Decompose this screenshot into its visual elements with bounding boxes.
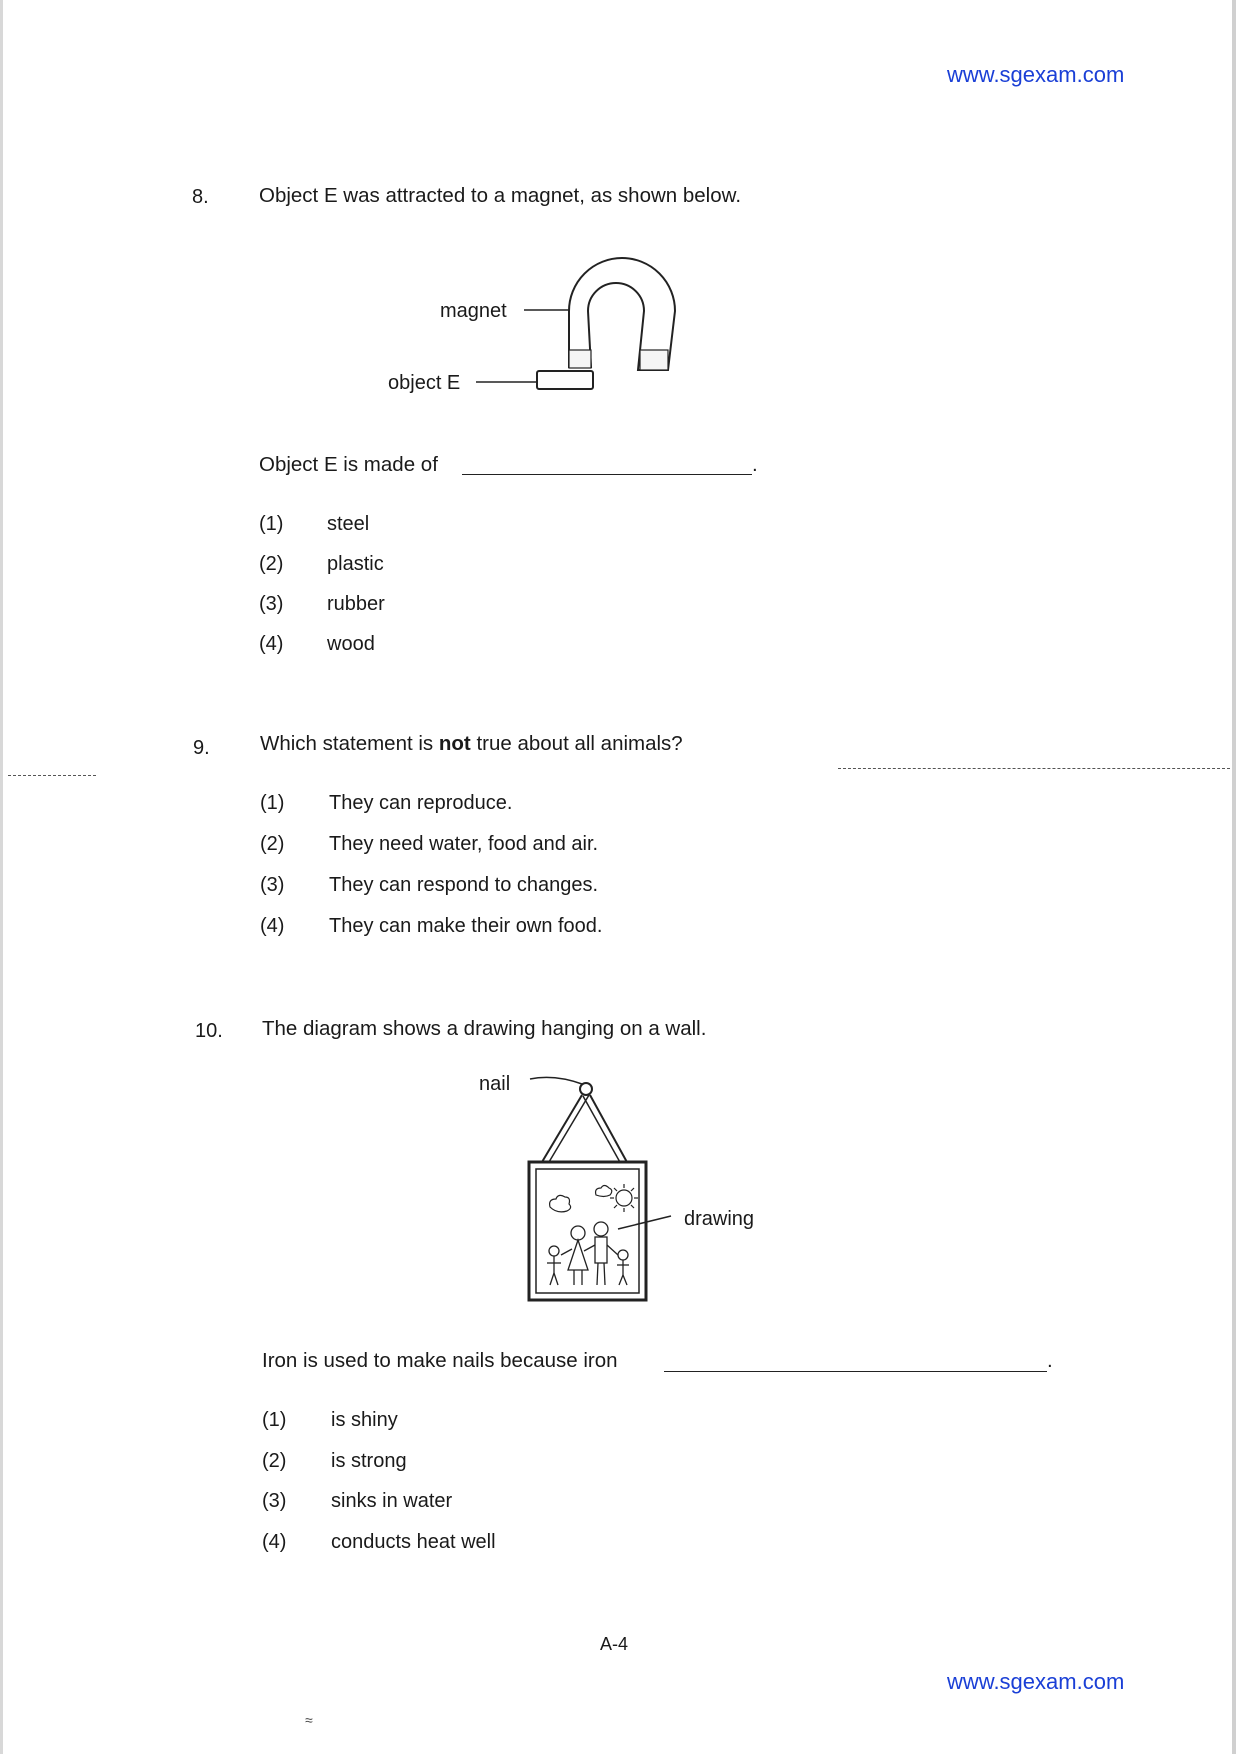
drawing-label: drawing	[684, 1208, 755, 1230]
question-10-stem: Iron is used to make nails because iron	[262, 1349, 618, 1372]
q10-option-4-text: conducts heat well	[331, 1531, 496, 1553]
question-8-number: 8.	[192, 186, 209, 208]
q9-text-before: Which statement is	[260, 732, 439, 755]
q8-option-4-text: wood	[327, 633, 375, 655]
question-9-number: 9.	[193, 737, 210, 759]
magnet-pole-left	[569, 350, 591, 368]
page-left-edge	[0, 0, 3, 1754]
answer-blank-q10	[664, 1371, 1047, 1372]
page-right-edge	[1232, 0, 1236, 1754]
q10-option-2-number: (2)	[262, 1450, 287, 1472]
q9-option-1-number: (1)	[260, 792, 285, 814]
q10-option-4-number: (4)	[262, 1531, 287, 1553]
q10-option-1-text: is shiny	[331, 1409, 398, 1431]
q10-option-2-text: is strong	[331, 1450, 407, 1472]
site-link-top[interactable]: www.sgexam.com	[947, 62, 1125, 87]
question-8-stem: Object E is made of	[259, 453, 438, 476]
q10-option-3-text: sinks in water	[331, 1490, 453, 1512]
q8-option-3-text: rubber	[327, 593, 385, 615]
nail-leader-line	[530, 1077, 582, 1084]
q8-option-2-number: (2)	[259, 553, 284, 575]
question-8-text: Object E was attracted to a magnet, as shown below.	[259, 184, 742, 207]
answer-blank-q8	[462, 474, 752, 475]
q9-option-2-number: (2)	[260, 833, 285, 855]
question-10-number: 10.	[195, 1020, 223, 1042]
q9-option-3-text: They can respond to changes.	[329, 874, 599, 896]
question-9-text	[260, 732, 683, 756]
object-e-label: object E	[388, 372, 461, 394]
question-10-text: The diagram shows a drawing hanging on a wall.	[262, 1017, 707, 1040]
magnet-pole-right	[640, 350, 668, 370]
nail-head	[580, 1083, 592, 1095]
scan-mark-left	[8, 775, 96, 776]
q8-option-1-text: steel	[327, 513, 370, 535]
site-link-bottom[interactable]: www.sgexam.com	[947, 1669, 1125, 1694]
object-e-block	[537, 371, 593, 389]
q8-option-4-number: (4)	[259, 633, 284, 655]
q9-option-2-text: They need water, food and air.	[329, 833, 599, 855]
stray-mark: ≈	[305, 1712, 313, 1728]
hanging-drawing-figure	[520, 1065, 750, 1315]
q9-option-4-text: They can make their own food.	[329, 915, 603, 937]
q8-option-2-text: plastic	[327, 553, 384, 575]
q9-option-4-number: (4)	[260, 915, 285, 937]
q8-option-1-number: (1)	[259, 513, 284, 535]
page-number: A-4	[600, 1634, 629, 1654]
q9-text-bold: not	[438, 732, 471, 755]
q10-option-3-number: (3)	[262, 1490, 287, 1512]
scan-mark-right	[838, 768, 1230, 769]
q9-option-3-number: (3)	[260, 874, 285, 896]
q9-option-1-text: They can reproduce.	[329, 792, 513, 814]
nail-label: nail	[479, 1073, 511, 1095]
question-10-end-mark: .	[1047, 1349, 1053, 1372]
question-8-end-mark: .	[752, 453, 758, 476]
magnet-label: magnet	[440, 300, 507, 322]
q8-option-3-number: (3)	[259, 593, 284, 615]
q10-option-1-number: (1)	[262, 1409, 287, 1431]
q9-text-after: true about all animals?	[470, 732, 683, 755]
